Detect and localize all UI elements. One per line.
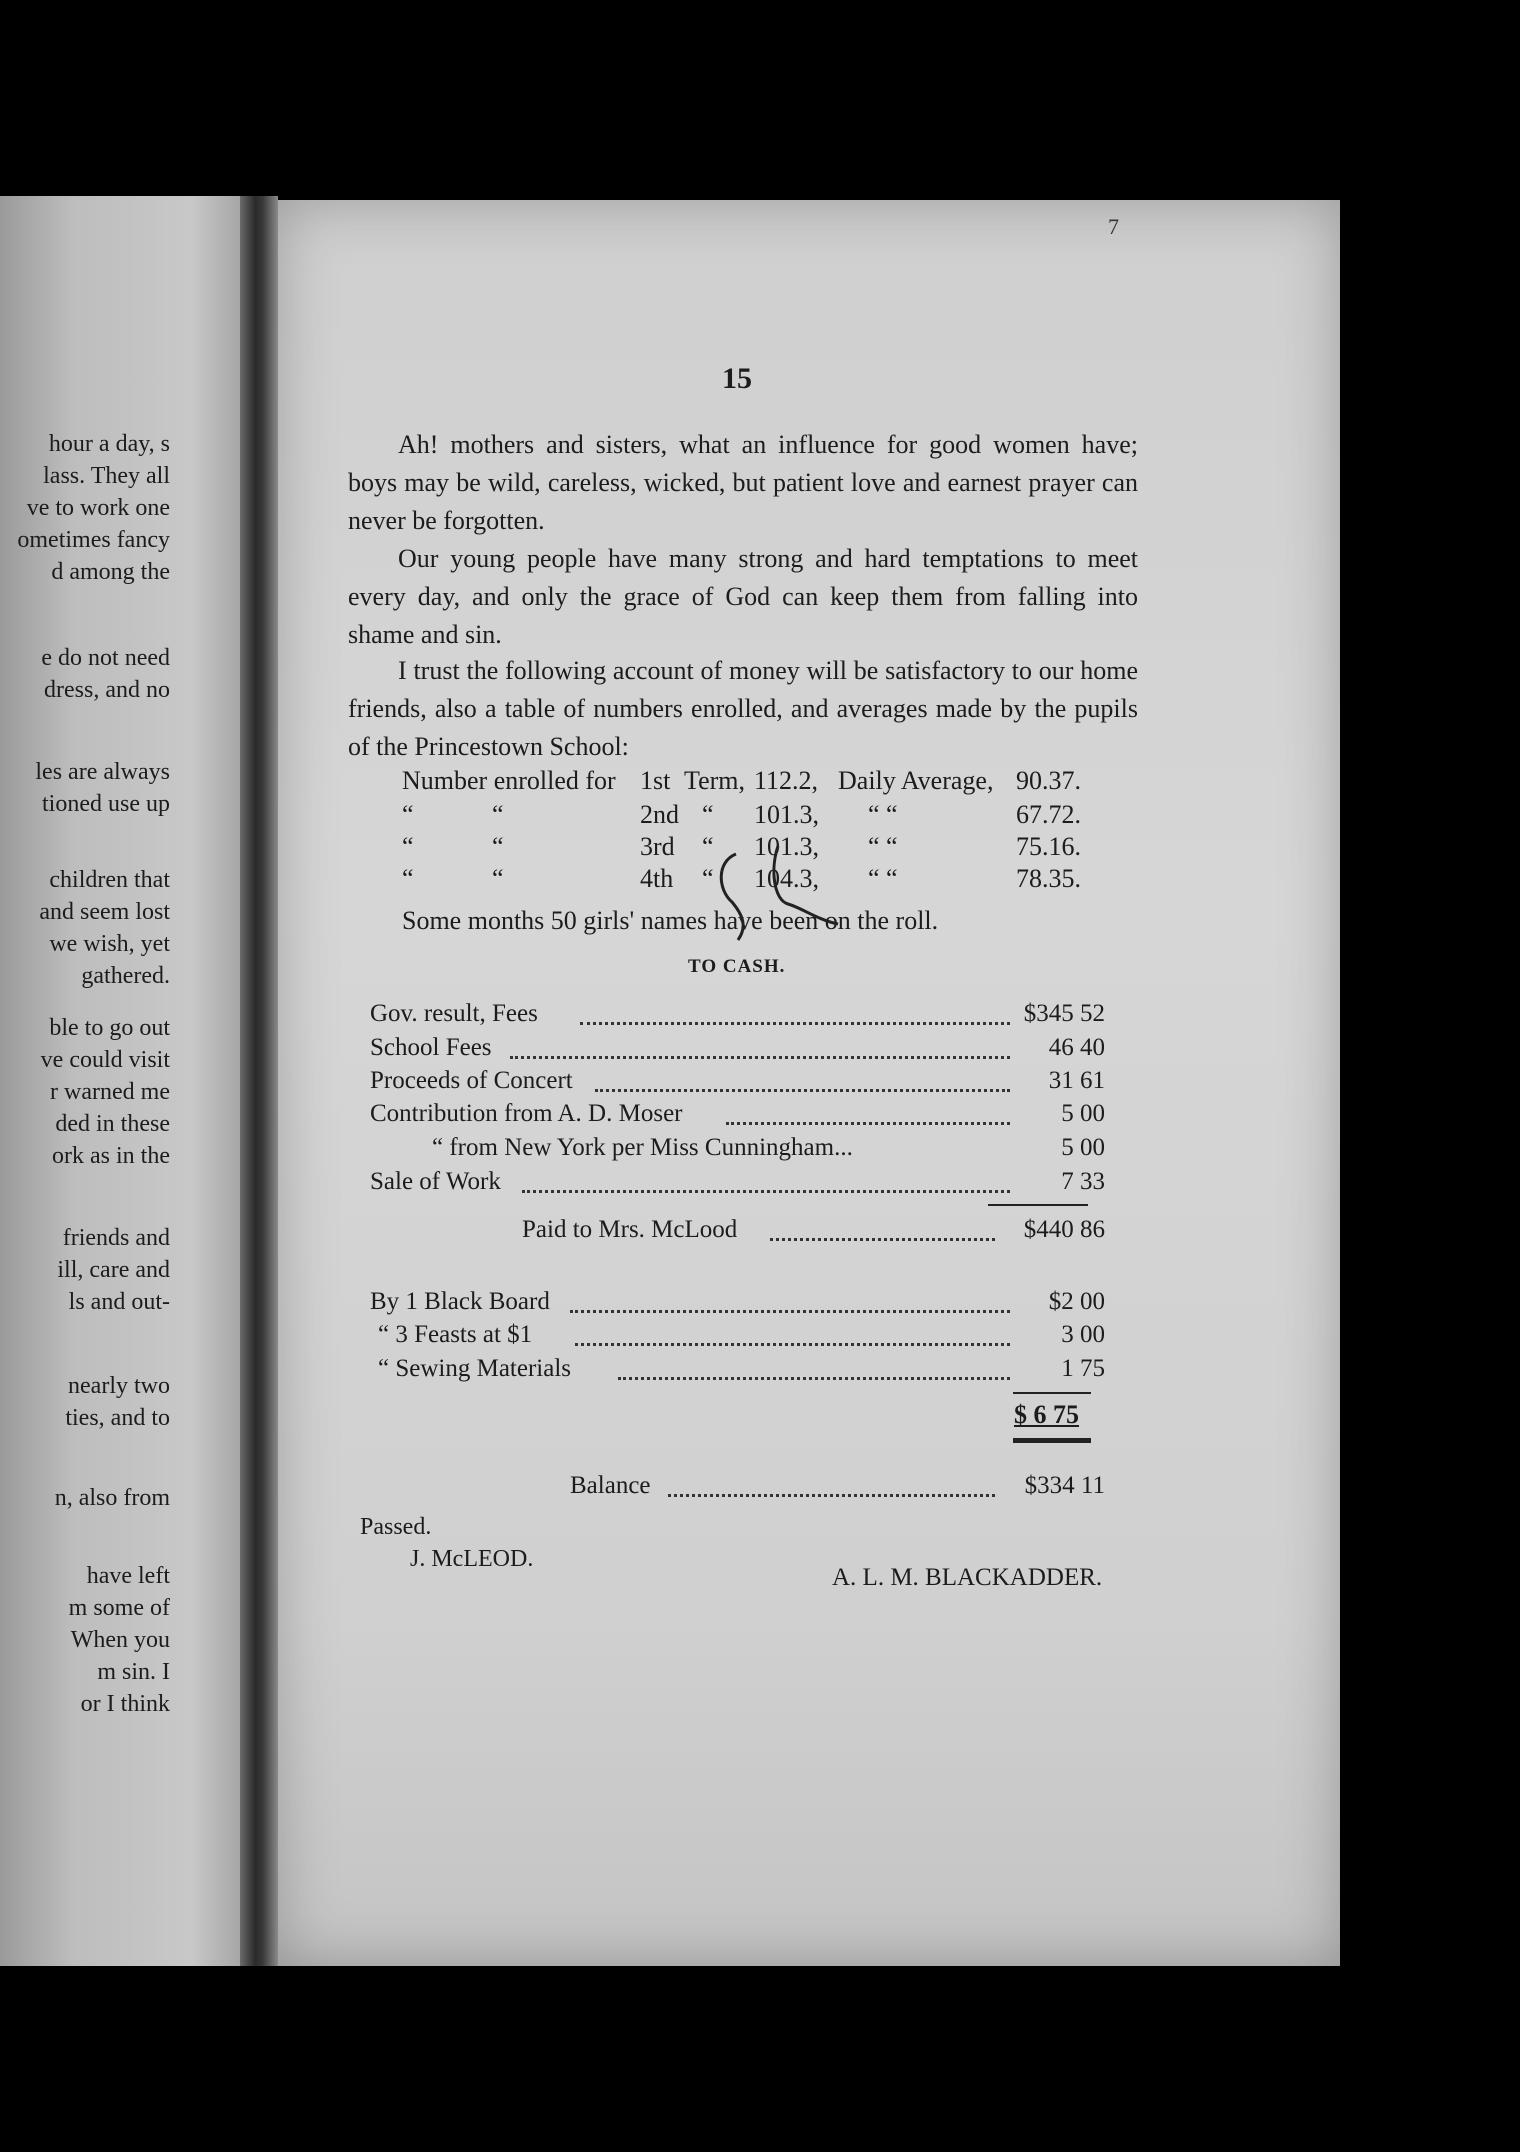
enrollment-count: 101.3, xyxy=(754,800,819,829)
ledger-row xyxy=(370,1034,1105,1068)
left-line: e do not need xyxy=(41,645,170,671)
ledger-amount: 46 40 xyxy=(1048,1034,1105,1061)
left-line: dress, and no xyxy=(44,677,170,703)
to-cash-heading: TO CASH. xyxy=(688,956,786,977)
enrollment-term: 2nd xyxy=(640,800,679,829)
ledger-amount: $345 52 xyxy=(1023,1000,1105,1027)
ledger-amount: 1 75 xyxy=(1061,1355,1105,1382)
left-line: gathered. xyxy=(81,963,170,989)
paid-total-row xyxy=(370,1216,1105,1250)
enrollment-average-label: “ “ xyxy=(868,864,898,893)
left-facing-page xyxy=(0,196,240,1966)
enrollment-ditto: “ xyxy=(492,864,504,893)
leader-dots xyxy=(595,1089,1010,1092)
enrollment-term-word: “ xyxy=(702,832,714,861)
left-text-block-7 xyxy=(0,1370,170,1434)
ledger-label: Gov. result, Fees xyxy=(370,1000,538,1027)
leader-dots xyxy=(510,1056,1010,1059)
enrollment-count: 112.2, xyxy=(754,766,819,795)
leader-dots xyxy=(570,1310,1010,1313)
enrollment-ditto: “ xyxy=(492,800,504,829)
left-line: nearly two xyxy=(68,1373,170,1399)
ledger-row xyxy=(370,1168,1105,1202)
ledger-row xyxy=(370,1100,1105,1134)
enrollment-term: 3rd xyxy=(640,832,675,861)
left-line: tioned use up xyxy=(42,791,170,817)
subtotal-rule xyxy=(988,1204,1088,1206)
ledger-amount: $2 00 xyxy=(1048,1288,1105,1315)
enrollment-count: 104.3, xyxy=(754,864,819,893)
passed-label: Passed. xyxy=(360,1514,432,1540)
left-line: ve to work one xyxy=(26,495,170,521)
ledger-label: Sale of Work xyxy=(370,1168,501,1195)
right-page xyxy=(278,200,1340,1966)
ledger-amount: 5 00 xyxy=(1061,1100,1105,1127)
ledger-label: Paid to Mrs. McLood xyxy=(522,1216,738,1243)
enrollment-note: Some months 50 girls' names have been on the roll. xyxy=(402,906,939,935)
ledger-row xyxy=(370,1067,1105,1101)
expense-rule-double xyxy=(1013,1438,1091,1443)
left-text-block-1 xyxy=(0,428,170,588)
leader-dots xyxy=(522,1190,1010,1193)
ledger-amount: $440 86 xyxy=(1023,1216,1105,1243)
left-line: r warned me xyxy=(50,1079,170,1105)
left-line: ls and out- xyxy=(68,1289,170,1315)
left-text-block-6 xyxy=(0,1222,170,1318)
ledger-label: By 1 Black Board xyxy=(370,1288,550,1315)
left-text-block-4 xyxy=(0,864,170,992)
left-line: and seem lost xyxy=(39,899,170,925)
left-line: ve could visit xyxy=(40,1047,170,1073)
left-line: les are always xyxy=(35,759,170,785)
enrollment-ditto: “ xyxy=(402,832,414,861)
enrollment-average: 78.35. xyxy=(1016,864,1081,893)
left-line: children that xyxy=(49,867,170,893)
enrollment-count: 101.3, xyxy=(754,832,819,861)
signer-right: A. L. M. BLACKADDER. xyxy=(832,1564,1103,1591)
leader-dots xyxy=(726,1122,1010,1125)
paragraph-2 xyxy=(348,540,1138,654)
enrollment-term-word: “ xyxy=(702,864,714,893)
paragraph-1-text: Ah! mothers and sisters, what an influence for good women have; boys may be wild, careless, wicked, but patient love and earnest prayer can never be forgotten. xyxy=(348,430,1138,535)
ledger-label: “ Sewing Materials xyxy=(378,1355,572,1382)
left-line: ded in these xyxy=(55,1111,170,1137)
leader-dots xyxy=(618,1377,1010,1380)
paragraph-2-text: Our young people have many strong and hard temptations to meet every day, and only the grace of God can keep them from falling into shame and sin. xyxy=(348,544,1138,649)
paragraph-3 xyxy=(348,652,1138,766)
enrollment-average: 67.72. xyxy=(1016,800,1081,829)
balance-row xyxy=(370,1472,1105,1506)
ledger-row xyxy=(370,1134,1105,1168)
ledger-row xyxy=(370,1355,1105,1389)
left-line: we wish, yet xyxy=(49,931,170,957)
left-text-block-3 xyxy=(0,756,170,820)
left-line: m some of xyxy=(68,1595,170,1621)
left-line: m sin. I xyxy=(97,1659,170,1685)
enrollment-prefix: Number enrolled for xyxy=(402,766,616,795)
enrollment-average-label: “ “ xyxy=(868,800,898,829)
expense-total: $ 6 75 xyxy=(1014,1400,1079,1429)
left-line: hour a day, s xyxy=(48,431,170,457)
ledger-row xyxy=(370,1000,1105,1034)
left-line: have left xyxy=(86,1563,170,1589)
leader-dots xyxy=(770,1238,995,1241)
ledger-amount: 7 33 xyxy=(1061,1168,1105,1195)
ledger-label: Contribution from A. D. Moser xyxy=(370,1100,683,1127)
ledger-label: Proceeds of Concert xyxy=(370,1067,573,1094)
leader-dots xyxy=(575,1343,1010,1346)
left-line: ork as in the xyxy=(52,1143,170,1169)
left-line: n, also from xyxy=(54,1485,170,1511)
left-line: d among the xyxy=(51,559,170,585)
left-text-block-9 xyxy=(0,1560,170,1720)
enrollment-average: 90.37. xyxy=(1016,766,1081,795)
left-line: ometimes fancy xyxy=(17,527,170,553)
left-text-block-2 xyxy=(0,642,170,706)
enrollment-ditto: “ xyxy=(402,864,414,893)
enrollment-term: 4th xyxy=(640,864,674,893)
leader-dots xyxy=(580,1022,1010,1025)
enrollment-term-word: Term, xyxy=(684,766,745,795)
ledger-label: School Fees xyxy=(370,1034,492,1061)
enrollment-average-label: Daily Average, xyxy=(838,766,994,795)
left-line: lass. They all xyxy=(43,463,170,489)
page-number: 15 xyxy=(722,362,752,395)
enrollment-average: 75.16. xyxy=(1016,832,1081,861)
book-gutter xyxy=(240,196,278,1966)
handwritten-mark-icon xyxy=(708,840,868,950)
ledger-row xyxy=(370,1288,1105,1322)
ledger-amount: 3 00 xyxy=(1061,1321,1105,1348)
ledger-amount: 31 61 xyxy=(1048,1067,1105,1094)
ledger-amount: 5 00 xyxy=(1061,1134,1105,1161)
left-line: or I think xyxy=(80,1691,170,1717)
enrollment-term: 1st xyxy=(640,766,671,795)
expense-rule-top xyxy=(1013,1392,1091,1394)
ledger-row xyxy=(370,1321,1105,1355)
left-line: ble to go out xyxy=(49,1015,170,1041)
left-line: friends and xyxy=(62,1225,170,1251)
ledger-label: “ from New York per Miss Cunningham... xyxy=(432,1134,853,1161)
paragraph-1 xyxy=(348,426,1138,540)
signer-left: J. McLEOD. xyxy=(410,1546,534,1572)
left-line: When you xyxy=(70,1627,170,1653)
ledger-amount: $334 11 xyxy=(1024,1472,1105,1499)
left-text-block-5 xyxy=(0,1012,170,1172)
enrollment-average-label: “ “ xyxy=(868,832,898,861)
enrollment-ditto: “ xyxy=(492,832,504,861)
enrollment-ditto: “ xyxy=(402,800,414,829)
corner-page-number: 7 xyxy=(1108,214,1119,239)
left-line: ties, and to xyxy=(65,1405,170,1431)
leader-dots xyxy=(668,1494,995,1497)
left-text-block-8 xyxy=(0,1482,170,1514)
left-line: ill, care and xyxy=(57,1257,170,1283)
paragraph-3-text: I trust the following account of money will be satisfactory to our home friends, also a table of numbers enrolled, and averages made by the pupils of the Princestown School: xyxy=(348,656,1138,761)
ledger-label: Balance xyxy=(570,1472,651,1499)
enrollment-term-word: “ xyxy=(702,800,714,829)
ledger-label: “ 3 Feasts at $1 xyxy=(378,1321,533,1348)
